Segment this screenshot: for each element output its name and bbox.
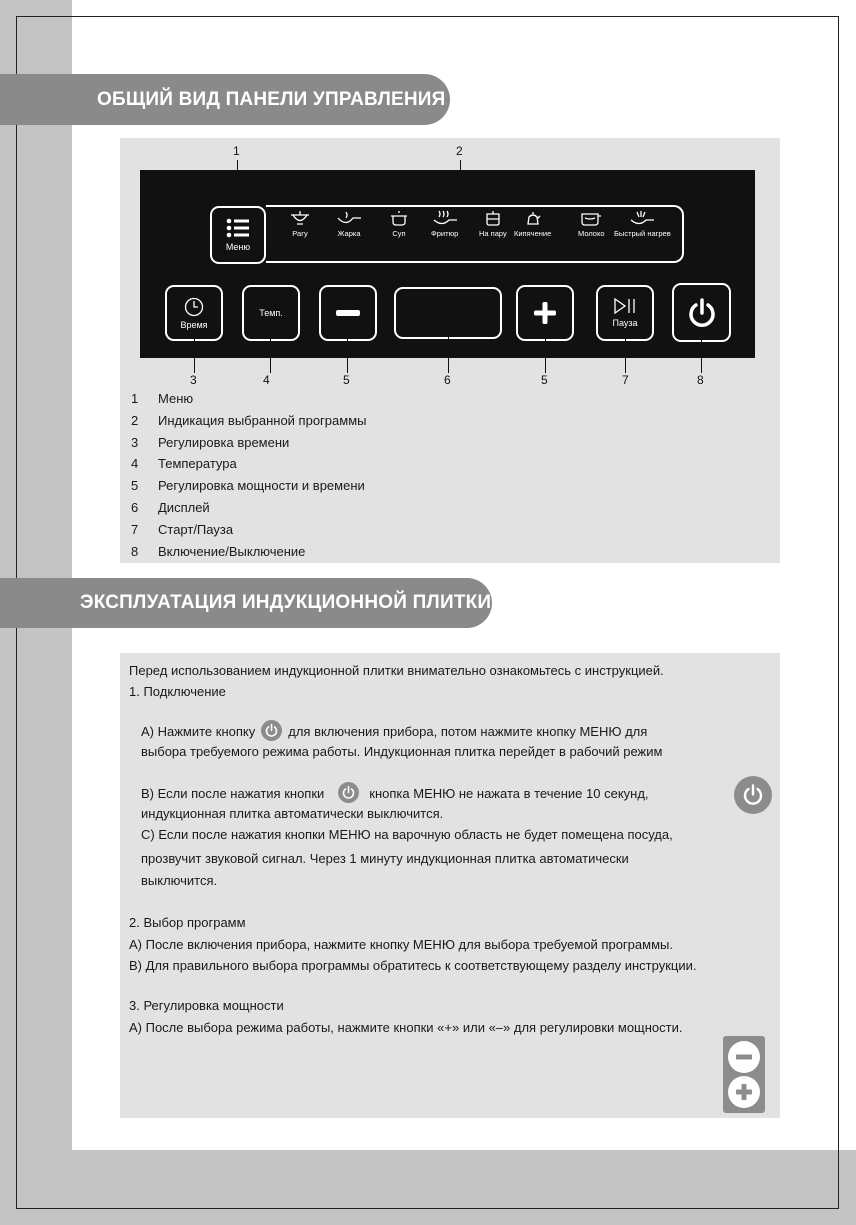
power-icon	[338, 782, 359, 803]
kettle-icon	[524, 210, 542, 226]
step-1b-line2: индукционная плитка автоматически выключится.	[141, 806, 444, 821]
program-steam: На пару	[479, 210, 507, 238]
play-pause-icon	[613, 298, 637, 314]
menu-button[interactable]	[210, 206, 266, 264]
plus-button[interactable]	[516, 285, 574, 341]
section-title: ЭКСПЛУАТАЦИЯ ИНДУКЦИОННОЙ ПЛИТКИ	[80, 592, 492, 613]
callout-5: 5	[343, 373, 350, 387]
legend-item: 7 Старт/Пауза	[131, 521, 234, 537]
callout-line	[270, 335, 271, 373]
power-icon	[261, 720, 282, 741]
heading-connection: 1. Подключение	[129, 684, 226, 699]
legend-item: 8 Включение/Выключение	[131, 543, 306, 559]
legend-item: 6 Дисплей	[131, 499, 210, 515]
control-panel	[140, 170, 755, 358]
display-window	[394, 287, 502, 339]
callout-line	[701, 335, 702, 373]
program-fry: Жарка	[336, 210, 362, 238]
menu-list-icon	[226, 218, 250, 238]
power-button[interactable]	[672, 283, 731, 342]
callout-line	[448, 335, 449, 373]
section-title: ОБЩИЙ ВИД ПАНЕЛИ УПРАВЛЕНИЯ	[97, 88, 446, 110]
callout-line	[625, 335, 626, 373]
minus-button[interactable]	[319, 285, 377, 341]
time-button[interactable]: Время	[165, 285, 223, 341]
legend-item: 2 Индикация выбранной программы	[131, 412, 367, 428]
temperature-button[interactable]: Темп.	[242, 285, 300, 341]
program-quick-heat: Быстрый нагрев	[614, 210, 671, 238]
callout-line	[194, 335, 195, 373]
step-1b-line1: В) Если после нажатия кнопки кнопка МЕНЮ не нажата в течение 10 секунд,	[141, 782, 649, 804]
soup-pot-icon	[390, 210, 408, 226]
step-2b: В) Для правильного выбора программы обратитесь к соответствующему разделу инструкции.	[129, 958, 697, 973]
callout-6: 6	[444, 373, 451, 387]
callout-4: 4	[263, 373, 270, 387]
legend-item: 3 Регулировка времени	[131, 434, 290, 450]
power-icon-large	[734, 776, 772, 814]
callout-8: 8	[697, 373, 704, 387]
panel-legend	[131, 388, 366, 562]
callout-line	[347, 335, 348, 373]
program-boil: Кипячение	[514, 210, 551, 238]
minus-icon	[728, 1041, 760, 1073]
callout-3: 3	[190, 373, 197, 387]
legend-item: 4 Температура	[131, 456, 237, 472]
deep-fry-icon	[432, 210, 458, 226]
program-soup: Суп	[390, 210, 408, 238]
clock-icon	[184, 297, 204, 317]
section-header-panel-overview	[0, 74, 450, 125]
callout-2: 2	[456, 144, 463, 158]
legend-item: 1 Меню	[131, 391, 194, 406]
plus-minus-icons	[723, 1036, 765, 1113]
callout-5b: 5	[541, 373, 548, 387]
callout-7: 7	[622, 373, 629, 387]
section-header-operation	[0, 578, 492, 628]
milk-pot-icon	[580, 210, 602, 226]
quick-heat-icon	[629, 210, 655, 226]
program-milk: Молоко	[578, 210, 605, 238]
step-2a: А) После включения прибора, нажмите кнопку МЕНЮ для выбора требуемой программы.	[129, 937, 673, 952]
callout-line	[545, 335, 546, 373]
power-icon	[687, 298, 717, 328]
program-stew: Рагу	[288, 210, 312, 238]
bottom-margin-bar	[72, 1150, 856, 1225]
program-deep-fry: Фритюр	[431, 210, 458, 238]
heading-program-selection: 2. Выбор программ	[129, 915, 246, 930]
menu-label: Меню	[225, 242, 251, 252]
fry-icon	[336, 210, 362, 226]
step-1a-line1: А) Нажмите кнопку для включения прибора, потом нажмите кнопку МЕНЮ для	[141, 720, 647, 742]
legend-item: 5 Регулировка мощности и времени	[131, 478, 365, 494]
plus-icon	[728, 1076, 760, 1108]
stew-icon	[288, 210, 312, 226]
step-1c-line1: С) Если после нажатия кнопки МЕНЮ на варочную область не будет помещена посуда,	[141, 827, 673, 842]
step-1a-line2: выбора требуемого режима работы. Индукционная плитка перейдет в рабочий режим	[141, 744, 663, 759]
callout-1: 1	[233, 144, 240, 158]
step-3a: А) После выбора режима работы, нажмите кнопки «+» или «–» для регулировки мощности.	[129, 1020, 683, 1035]
step-1c-line2: прозвучит звуковой сигнал. Через 1 минуту индукционная плитка автоматически	[141, 851, 629, 866]
step-1c-line3: выключится.	[141, 873, 218, 888]
heading-power-adjust: 3. Регулировка мощности	[129, 998, 284, 1013]
plus-icon	[534, 302, 556, 324]
intro-text: Перед использованием индукционной плитки внимательно ознакомьтесь с инструкцией.	[129, 663, 664, 678]
minus-icon	[336, 310, 360, 316]
steamer-icon	[484, 210, 502, 226]
start-pause-button[interactable]: Пауза	[596, 285, 654, 341]
